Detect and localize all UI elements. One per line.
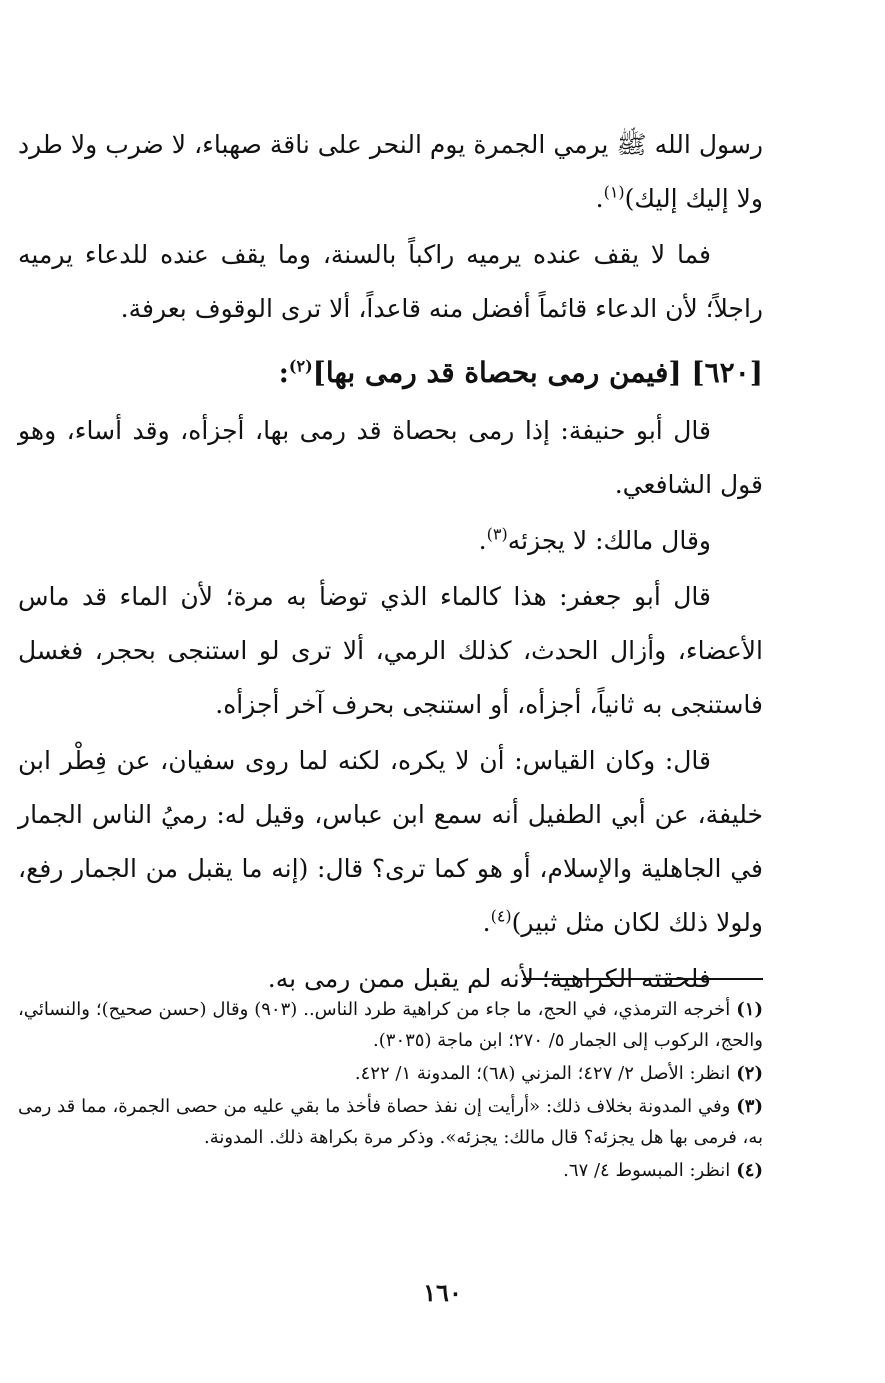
paragraph-2: فما لا يقف عنده يرميه راكباً بالسنة، وما يقف عنده للدعاء يرميه راجلاً؛ لأن الدعاء قائماً أفضل منه قاعداً، ألا ترى الوقوف بعرفة. xyxy=(18,240,763,323)
footnote-text: انظر: المبسوط ٤/ ٦٧. xyxy=(563,1160,731,1181)
paragraph-4-text: وقال مالك: لا يجزئه xyxy=(507,526,711,555)
paragraph-1-end: . xyxy=(595,184,604,213)
footnote-divider xyxy=(523,978,763,980)
paragraph-3: قال أبو حنيفة: إذا رمى بحصاة قد رمى بها، أجزأه، وقد أساء، وهو قول الشافعي. xyxy=(18,416,763,499)
page-number: ١٦٠ xyxy=(423,1278,462,1307)
paragraph-1-text: رسول الله ﷺ يرمي الجمرة يوم النحر على ناقة صهباء، لا ضرب ولا طرد ولا إليك إليك) xyxy=(18,130,763,213)
paragraph-7: فلحقته الكراهية؛ لأنه لم يقبل ممن رمى به. xyxy=(267,964,711,993)
footnote-text: أخرجه الترمذي، في الحج، ما جاء من كراهية طرد الناس.. (٩٠٣) وقال (حسن صحيح)؛ والنسائي، والحج، الركوب إلى الجمار ٥/ ٢٧٠؛ ابن ماجة (٣٠٣٥). xyxy=(18,999,763,1051)
paragraph-5: قال أبو جعفر: هذا كالماء الذي توضأ به مرة؛ لأن الماء قد ماس الأعضاء، وأزال الحدث، كذلك الرمي، ألا ترى لو استنجى بحجر، فغسل فاستنجى به ثانياً، أجزأه، أو استنجى بحرف آخر أجزأه. xyxy=(18,582,763,719)
footnote-number: (٣) xyxy=(736,1096,763,1117)
footnote-4 xyxy=(18,1155,763,1186)
footnote-text: انظر: الأصل ٢/ ٤٢٧؛ المزني (٦٨)؛ المدونة ١/ ٤٢٢. xyxy=(354,1063,731,1084)
paragraph-1 xyxy=(18,118,763,226)
paragraph-6-text: قال: وكان القياس: أن لا يكره، لكنه لما روى سفيان، عن فِطْر ابن خليفة، عن أبي الطفيل أنه سمع ابن عباس، وقيل له: رميُ الناس الجمار في الجاهلية والإسلام، أو هو كما ترى؟ قال: (إنه ما يقبل من الجمار رفع، ولولا ذلك لكان مثل ثبير) xyxy=(18,746,763,937)
footnote-ref-4[interactable]: (٤) xyxy=(490,906,512,926)
footnote-ref-2[interactable]: (٢) xyxy=(288,356,313,376)
footnote-number: (٢) xyxy=(736,1063,763,1084)
section-heading-text: [٦٢٠] [فيمن رمى بحصاة قد رمى بها] xyxy=(312,356,763,389)
footnote-number: (٤) xyxy=(736,1160,763,1181)
paragraph-6 xyxy=(18,734,763,950)
footnote-2 xyxy=(18,1058,763,1089)
footnote-text: وفي المدونة بخلاف ذلك: «أرأيت إن نفذ حصاة فأخذ ما بقي عليه من حصى الجمرة، مما قد رمى به، فرمى بها هل يجزئه؟ قال مالك: يجزئه». وذكر مرة بكراهة ذلك. المدونة. xyxy=(18,1096,763,1148)
section-heading xyxy=(18,344,763,402)
paragraph-4 xyxy=(18,514,763,568)
footnote-1 xyxy=(18,994,763,1056)
footnote-3 xyxy=(18,1091,763,1153)
paragraph-4-end: . xyxy=(478,526,487,555)
footnote-number: (١) xyxy=(736,999,763,1020)
footnotes-section xyxy=(18,994,763,1188)
footnote-ref-1[interactable]: (١) xyxy=(603,182,625,202)
footnote-ref-3[interactable]: (٣) xyxy=(486,524,508,544)
paragraph-6-end: . xyxy=(482,908,491,937)
section-heading-end: : xyxy=(278,356,289,389)
